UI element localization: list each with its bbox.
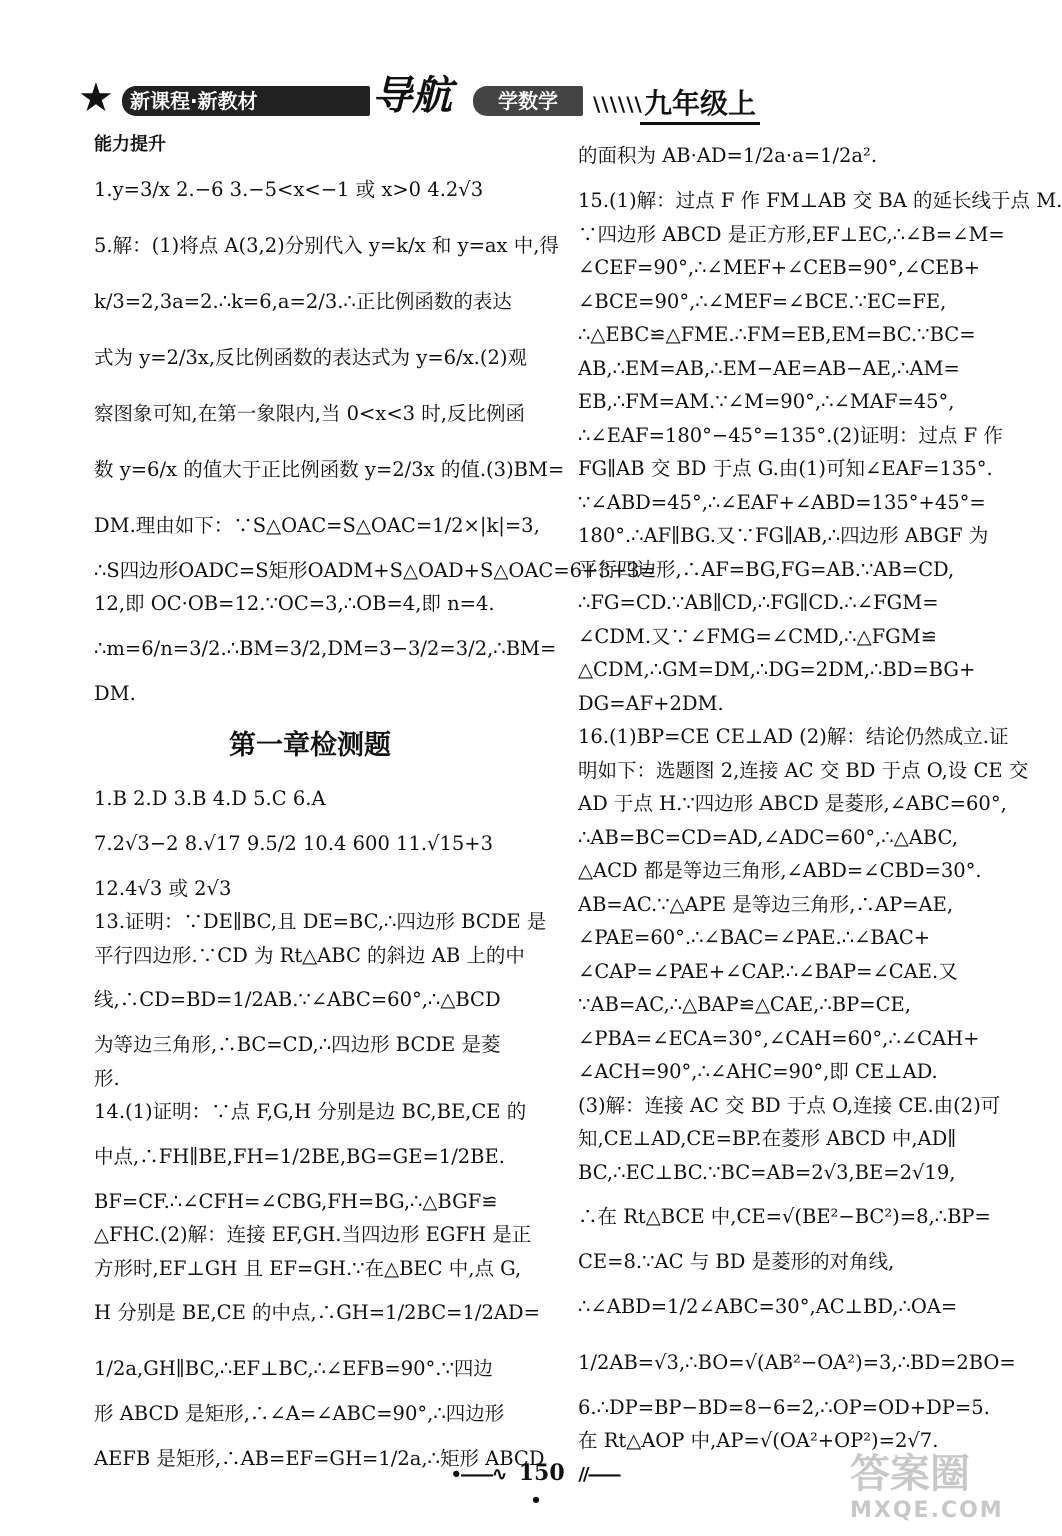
text-line: 中点,∴FH∥BE,FH=1/2BE,BG=GE=1/2BE. bbox=[94, 1144, 505, 1168]
text-line: 明如下：选题图 2,连接 AC 交 BD 于点 O,设 CE 交 bbox=[578, 758, 1029, 782]
text-line: 的面积为 AB·AD=1/2a·a=1/2a². bbox=[578, 144, 878, 167]
text-line: ∠CAP=∠PAE+∠CAP.∴∠BAP=∠CAE.又 bbox=[578, 959, 958, 983]
text-line: 平行四边形.∵CD 为 Rt△ABC 的斜边 AB 上的中 bbox=[94, 943, 525, 967]
text-line: 5.解：(1)将点 A(3,2)分别代入 y=k/x 和 y=ax 中,得 bbox=[94, 233, 559, 257]
text-line: 12,即 OC·OB=12.∵OC=3,∴OB=4,即 n=4. bbox=[94, 592, 495, 615]
watermark-line1: 答案圈 bbox=[850, 1451, 970, 1497]
text-line: 12.4√3 或 2√3 bbox=[94, 876, 232, 900]
text-line: ∴∠EAF=180°−45°=135°.(2)证明：过点 F 作 bbox=[578, 423, 1003, 447]
text-line: BC,∴EC⊥BC.∵BC=AB=2√3,BE=2√19, bbox=[578, 1160, 956, 1184]
text-line: 1/2a,GH∥BC,∴EF⊥BC,∴∠EFB=90°.∵四边 bbox=[94, 1357, 493, 1380]
text-line: ∴△EBC≌△FME.∴FM=EB,EM=BC.∵BC= bbox=[578, 323, 976, 346]
text-line: ∠PAE=60°.∴∠BAC=∠PAE.∴∠BAC+ bbox=[578, 926, 931, 949]
text-line: △ACD 都是等边三角形,∠ABD=∠CBD=30°. bbox=[578, 859, 982, 882]
text-line: EB,∴FM=AM.∵∠M=90°,∴∠MAF=45°, bbox=[578, 390, 955, 413]
subject-label: 学数学 bbox=[473, 86, 583, 116]
brand-logo: 导航 bbox=[372, 73, 452, 119]
text-line: 180°.∴AF∥BG.又∵FG∥AB,∴四边形 ABGF 为 bbox=[578, 524, 989, 547]
text-line: △CDM,∴GM=DM,∴DG=2DM,∴BD=BG+ bbox=[578, 658, 976, 681]
text-line: 察图象可知,在第一象限内,当 0<x<3 时,反比例函 bbox=[94, 401, 525, 425]
text-line: 为等边三角形,∴BC=CD,∴四边形 BCDE 是菱 bbox=[94, 1033, 501, 1056]
text-line: ∵四边形 ABCD 是正方形,EF⊥EC,∴∠B=∠M= bbox=[578, 222, 1005, 246]
text-line: ∴AB=BC=CD=AD,∠ADC=60°,∴△ABC, bbox=[578, 825, 958, 849]
text-line: CE=8.∵AC 与 BD 是菱形的对角线, bbox=[578, 1250, 895, 1273]
series-label: 新课程·新教材 bbox=[122, 86, 370, 116]
star-icon: ★ bbox=[78, 75, 114, 121]
text-line: (3)解：连接 AC 交 BD 于点 O,连接 CE.由(2)可 bbox=[578, 1093, 1001, 1117]
grade-label: 九年级上 bbox=[640, 82, 760, 125]
text-line: ∠CEF=90°,∴∠MEF+∠CEB=90°,∠CEB+ bbox=[578, 256, 981, 279]
text-line: AB,∴EM=AB,∴EM−AE=AB−AE,∴AM= bbox=[578, 356, 960, 380]
text-line: 15.(1)解：过点 F 作 FM⊥AB 交 BA 的延长线于点 M. bbox=[578, 189, 1062, 212]
text-line: AEFB 是矩形,∴AB=EF=GH=1/2a,∴矩形 ABCD bbox=[94, 1446, 545, 1470]
text-line: DM. bbox=[94, 681, 136, 705]
text-line: 7.2√3−2 8.√17 9.5/2 10.4 600 11.√15+3 bbox=[94, 831, 494, 855]
text-line: ∠PBA=∠ECA=30°,∠CAH=60°,∴∠CAH+ bbox=[578, 1026, 980, 1050]
text-line: 14.(1)证明：∵点 F,G,H 分别是边 BC,BE,CE 的 bbox=[94, 1100, 527, 1123]
text-line: 1.y=3/x 2.−6 3.−5<x<−1 或 x>0 4.2√3 bbox=[94, 177, 484, 201]
text-line: 16.(1)BP=CE CE⊥AD (2)解：结论仍然成立.证 bbox=[578, 725, 1009, 748]
right-column bbox=[578, 128, 1062, 1458]
text-line: 线,∴CD=BD=1/2AB.∵∠ABC=60°,∴△BCD bbox=[94, 988, 501, 1011]
text-line: 1.B 2.D 3.B 4.D 5.C 6.A bbox=[94, 787, 326, 810]
text-line: DM.理由如下：∵S△OAC=S△OAC=1/2×|k|=3, bbox=[94, 513, 540, 537]
text-line: ∴在 Rt△BCE 中,CE=√(BE²−BC²)=8,∴BP= bbox=[578, 1205, 991, 1228]
page-number: 150 bbox=[518, 1460, 565, 1486]
text-line: AD 于点 H.∵四边形 ABCD 是菱形,∠ABC=60°, bbox=[578, 792, 1007, 815]
text-line: AB=AC.∵△APE 是等边三角形,∴AP=AE, bbox=[578, 892, 954, 916]
text-line: △FHC.(2)解：连接 EF,GH.当四边形 EGFH 是正 bbox=[94, 1223, 532, 1246]
text-line: 知,CE⊥AD,CE=BP.在菱形 ABCD 中,AD∥ bbox=[578, 1127, 957, 1150]
text-line: 形 ABCD 是矩形,∴∠A=∠ABC=90°,∴四边形 bbox=[94, 1402, 505, 1425]
text-line: 1/2AB=√3,∴BO=√(AB²−OA²)=3,∴BD=2BO= bbox=[578, 1350, 1016, 1374]
footer-decoration-left: •——∿ bbox=[450, 1464, 506, 1485]
text-line: ∴∠ABD=1/2∠ABC=30°,AC⊥BD,∴OA= bbox=[578, 1294, 958, 1318]
text-line: H 分别是 BE,CE 的中点,∴GH=1/2BC=1/2AD= bbox=[94, 1301, 540, 1324]
answer-block-ability bbox=[94, 162, 656, 711]
text-line: 方形时,EF⊥GH 且 EF=GH.∵在△BEC 中,点 G, bbox=[94, 1256, 522, 1280]
text-line: ∠BCE=90°,∴∠MEF=∠BCE.∵EC=FE, bbox=[578, 289, 947, 313]
watermark-line2: MXQE.COM bbox=[850, 1498, 1004, 1523]
text-line: BF=CF.∴∠CFH=∠CBG,FH=BG,∴△BGF≌ bbox=[94, 1189, 498, 1213]
text-line: 数 y=6/x 的值大于正比例函数 y=2/3x 的值.(3)BM= bbox=[94, 457, 565, 481]
footer-decoration-right: //——• bbox=[530, 1464, 620, 1511]
text-line: ∠ACH=90°,∴∠AHC=90°,即 CE⊥AD. bbox=[578, 1060, 938, 1083]
text-line: 式为 y=2/3x,反比例函数的表达式为 y=6/x.(2)观 bbox=[94, 345, 527, 369]
header-decoration: \\\\\\ bbox=[593, 92, 643, 116]
text-line: k/3=2,3a=2.∴k=6,a=2/3.∴正比例函数的表达 bbox=[94, 289, 512, 313]
text-line: FG∥AB 交 BD 于点 G.由(1)可知∠EAF=135°. bbox=[578, 457, 993, 480]
page-footer bbox=[450, 1460, 620, 1512]
section-heading: 能力提升 bbox=[94, 134, 166, 155]
text-line: DG=AF+2DM. bbox=[578, 691, 724, 715]
text-line: ∠CDM.又∵∠FMG=∠CMD,∴△FGM≌ bbox=[578, 624, 937, 648]
text-line: ∵∠ABD=45°,∴∠EAF+∠ABD=135°+45°= bbox=[578, 490, 986, 514]
text-line: ∴m=6/n=3/2.∴BM=3/2,DM=3−3/2=3/2,∴BM= bbox=[94, 636, 557, 660]
text-line: ∴FG=CD.∵AB∥CD,∴FG∥CD.∴∠FGM= bbox=[578, 591, 939, 614]
text-line: ∴S四边形OADC=S矩形OADM+S△OAD+S△OAC=6+3+3= bbox=[94, 558, 656, 582]
text-line: ∵AB=AC,∴△BAP≌△CAE,∴BP=CE, bbox=[578, 993, 911, 1016]
watermark-logo bbox=[850, 1450, 1020, 1530]
text-line: 13.证明：∵DE∥BC,且 DE=BC,∴四边形 BCDE 是 bbox=[94, 910, 547, 933]
page-header bbox=[78, 68, 958, 128]
text-line: 形. bbox=[94, 1066, 120, 1090]
chapter-title: 第一章检测题 bbox=[229, 730, 391, 761]
text-line: 在 Rt△AOP 中,AP=√(OA²+OP²)=2√7. bbox=[578, 1429, 939, 1452]
text-line: 平行四边形,∴AF=BG,FG=AB.∵AB=CD, bbox=[578, 557, 955, 581]
text-line: 6.∴DP=BP−BD=8−6=2,∴OP=OD+DP=5. bbox=[578, 1395, 990, 1419]
